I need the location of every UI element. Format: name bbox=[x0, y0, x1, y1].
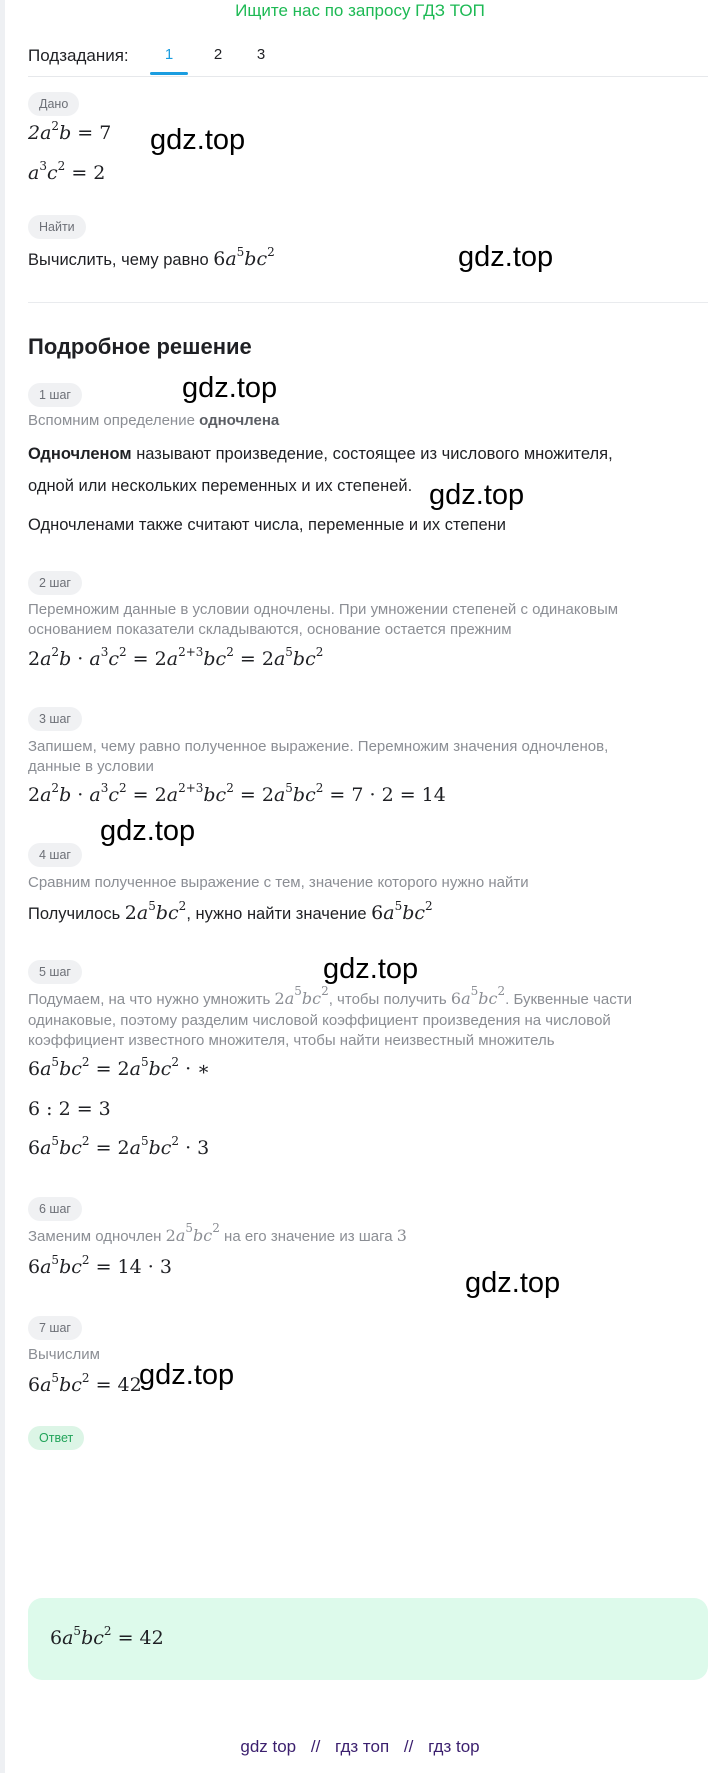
solution-title: Подробное решение bbox=[28, 334, 252, 359]
footer-link-gdz-top[interactable]: gdz top bbox=[240, 1737, 297, 1756]
watermark: gdz.top bbox=[182, 372, 278, 404]
step-6-note bbox=[28, 1221, 407, 1247]
step-1-extra: Одночленами также считают числа, переменные и их степени bbox=[28, 516, 506, 534]
find-expression: $6a^5bc^2$ bbox=[213, 245, 275, 270]
footer-separator: // bbox=[403, 1737, 414, 1756]
watermark: gdz.top bbox=[465, 1267, 561, 1299]
tab-3[interactable]: 3 bbox=[256, 46, 266, 63]
step-4-text bbox=[28, 899, 433, 925]
find-text: Вычислить, чему равно bbox=[28, 251, 209, 269]
step-5-note-line1 bbox=[28, 984, 708, 1010]
step-5-note-c: . Буквенные части bbox=[505, 991, 632, 1008]
step-7-formula: $6a^5bc^2 = 42$ bbox=[28, 1371, 142, 1396]
step-5-formula-3: $6a^5bc^2 = 2a^5bc^2 \cdot 3$ bbox=[28, 1134, 210, 1159]
step-2-formula: $2a^2b \cdot a^3c^2 = 2a^{2+3}bc^2 = 2a^5bc^2$ bbox=[28, 645, 324, 670]
step-5-note-line2: одинаковые, поэтому разделим числовой коэффициент произведения на числовой bbox=[28, 1012, 611, 1029]
step-4-expr-1: $2a^5bc^2$ bbox=[124, 899, 187, 924]
answer-box bbox=[28, 1598, 708, 1680]
subtasks-tabs bbox=[28, 44, 708, 77]
step-3-note-line2: данные в условии bbox=[28, 758, 154, 775]
step-7-note: Вычислим bbox=[28, 1346, 100, 1363]
step-6-badge: 6 шаг bbox=[28, 1197, 82, 1221]
step-5-formula-1: $6a^5bc^2 = 2a^5bc^2$ · ∗ bbox=[28, 1055, 211, 1080]
step-1-note-text: Вспомним определение bbox=[28, 412, 195, 429]
step-6-note-b: на его значение из шага bbox=[224, 1228, 393, 1245]
step-5-note-b: , чтобы получить bbox=[328, 991, 447, 1008]
active-tab-indicator bbox=[150, 72, 188, 75]
step-2-note-line1: Перемножим данные в условии одночлены. При умножении степеней с одинаковым bbox=[28, 601, 619, 618]
step-6-formula: $6a^5bc^2 = 14 \cdot 3$ bbox=[28, 1253, 172, 1278]
watermark: gdz.top bbox=[458, 241, 554, 273]
step-1-note-bold: одночлена bbox=[199, 412, 280, 429]
definition-text: называют произведение, состоящее из числового множителя, bbox=[136, 445, 613, 463]
find-badge: Найти bbox=[28, 215, 86, 239]
given-badge: Дано bbox=[28, 92, 79, 116]
step-5-note-expr-1: $2a^5bc^2$ bbox=[274, 984, 329, 1008]
section-divider bbox=[28, 302, 708, 303]
step-5-note-expr-2: $6a^5bc^2$ bbox=[450, 984, 506, 1008]
definition-term: Одночленом bbox=[28, 445, 132, 463]
watermark: gdz.top bbox=[323, 953, 419, 985]
step-2-badge: 2 шаг bbox=[28, 571, 82, 595]
watermark: gdz.top bbox=[150, 124, 246, 156]
footer-link-gdz-top-ru[interactable]: гдз топ bbox=[335, 1737, 390, 1756]
watermark: gdz.top bbox=[100, 815, 196, 847]
footer-links bbox=[0, 1737, 720, 1757]
left-border bbox=[0, 0, 5, 1773]
step-5-note-line3: коэффициент известного множителя, чтобы найти неизвестный множитель bbox=[28, 1032, 555, 1049]
step-5-badge: 5 шаг bbox=[28, 960, 82, 984]
promo-banner[interactable]: Ищите нас по запросу ГДЗ ТОП bbox=[235, 1, 485, 20]
step-4-text-2: , нужно найти значение bbox=[186, 905, 367, 923]
step-5-note-a: Подумаем, на что нужно умножить bbox=[28, 991, 271, 1008]
step-2-note-line2: основанием показатели складываются, основание остается прежним bbox=[28, 621, 512, 638]
step-6-note-a: Заменим одночлен bbox=[28, 1228, 162, 1245]
step-1-definition bbox=[28, 443, 708, 465]
step-1-definition-line2: одной или нескольких переменных и их степеней. bbox=[28, 477, 413, 495]
step-3-formula: $2a^2b \cdot a^3c^2 = 2a^{2+3}bc^2 = 2a^5bc^2 = 7 \cdot 2 = 14$ bbox=[28, 781, 446, 806]
step-4-expr-2: $6a^5bc^2$ bbox=[371, 899, 433, 924]
given-equation-1: $2a^2b = 7$ bbox=[28, 119, 112, 144]
step-1-note bbox=[28, 410, 279, 431]
step-7-badge: 7 шаг bbox=[28, 1316, 82, 1340]
step-3-note-line1: Запишем, чему равно полученное выражение. Перемножим значения одночленов, bbox=[28, 738, 609, 755]
step-5-formula-2: 6 : 2 = 3 bbox=[28, 1098, 111, 1120]
step-4-note: Сравним полученное выражение с тем, значение которого нужно найти bbox=[28, 874, 529, 891]
subtasks-label: Подзадания: bbox=[28, 46, 129, 65]
step-1-badge: 1 шаг bbox=[28, 383, 82, 407]
step-4-text-1: Получилось bbox=[28, 905, 121, 923]
answer-formula: $6a^5bc^2 = 42$ bbox=[50, 1624, 164, 1649]
tab-1[interactable]: 1 bbox=[164, 46, 174, 63]
step-6-note-expr: $2a^5bc^2$ bbox=[165, 1221, 220, 1245]
step-3-badge: 3 шаг bbox=[28, 707, 82, 731]
given-equation-2: $a^3c^2 = 2$ bbox=[28, 159, 106, 184]
watermark: gdz.top bbox=[429, 479, 525, 511]
find-statement bbox=[28, 245, 275, 271]
footer-link-gdz-top-mixed[interactable]: гдз top bbox=[428, 1737, 480, 1756]
answer-badge: Ответ bbox=[28, 1426, 84, 1450]
tab-2[interactable]: 2 bbox=[213, 46, 223, 63]
footer-separator: // bbox=[310, 1737, 321, 1756]
step-4-badge: 4 шаг bbox=[28, 843, 82, 867]
step-6-note-num: 3 bbox=[396, 1226, 407, 1245]
watermark: gdz.top bbox=[139, 1359, 235, 1391]
